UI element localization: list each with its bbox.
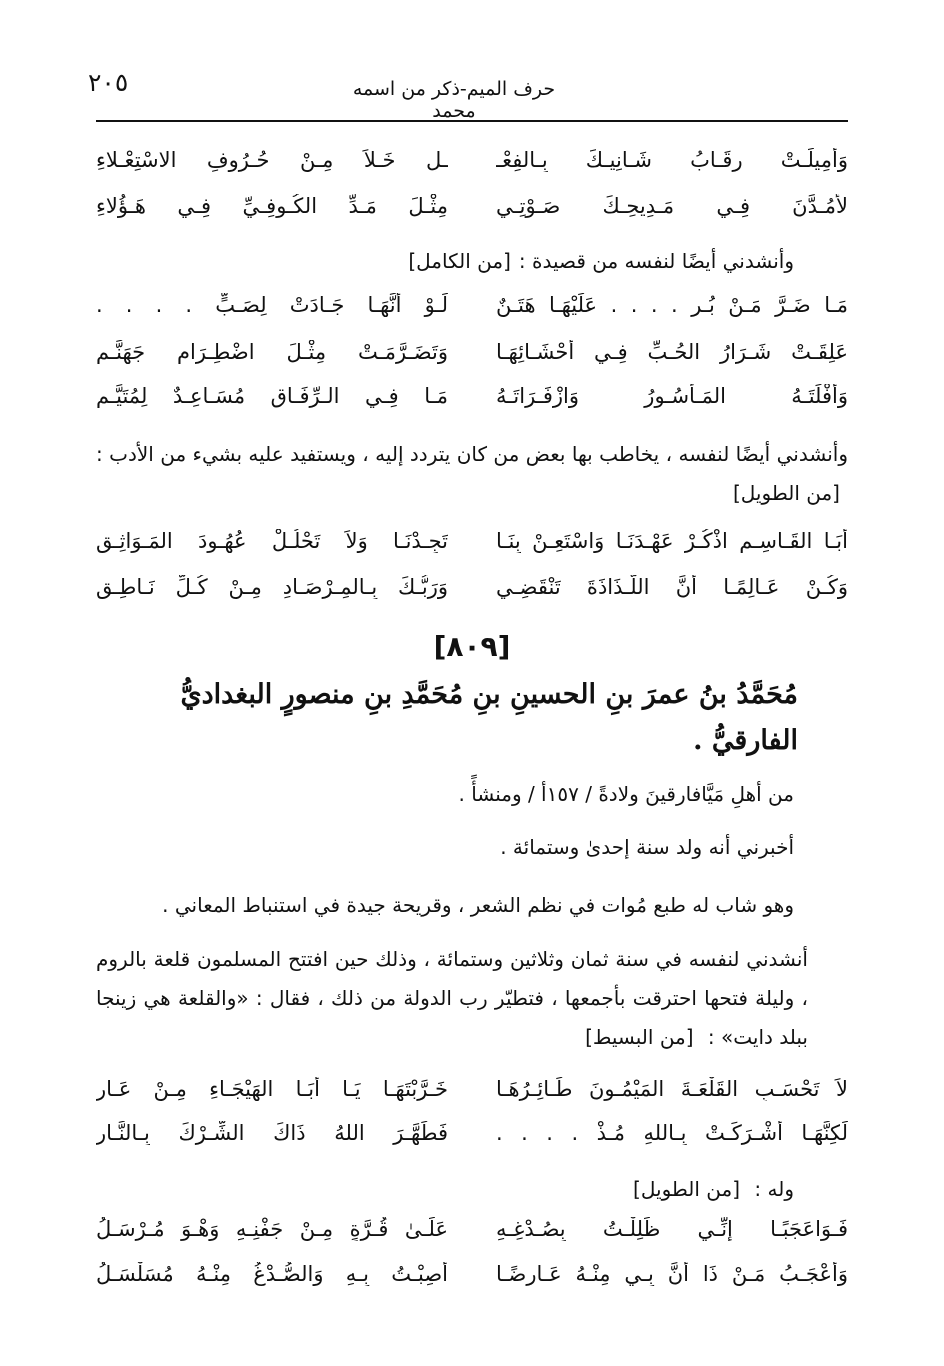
- paragraph-occasion: [96, 940, 848, 1057]
- hemistich-right: وَكُـنْ عَـالِمًـا أَنَّ اللَّـذَاذَةَ تَنْقَضِـي: [496, 575, 848, 599]
- hemistich-left: خَـرَّبْتَهَـا يَـا أَبَـا الهَيْجَـاءِ مِـنْ عَـارِ: [96, 1077, 448, 1101]
- hemistich-right: وَأُمِيلَـتْ رِقَـابُ شَـانِيـكَ بِـالفِعْـ: [496, 148, 848, 172]
- entry-number: [٨٠٩]: [433, 630, 511, 663]
- meter-label: [من الطويل]: [732, 481, 840, 505]
- poem2-verse-2: [96, 331, 848, 373]
- intro-line-2: [408, 242, 794, 281]
- poem1-verse-1: [96, 139, 848, 181]
- hemistich-left: عَلَـىٰ قُـرَّةٍ مِـنْ جَفْنِـهِ وَهْـوَ مُـرْسَـلُ: [96, 1217, 448, 1241]
- running-title: حرف الميم-ذكر من اسمه محمد: [352, 78, 556, 122]
- hemistich-left: ـلِ خَـلاَ مِـنْ حُـرُوفِ الاسْتِعْـلاءِ: [96, 148, 448, 172]
- hemistich-left: مِثْـلَ مَـدِّ الكُـوفِـيِّ فِـي هَـؤُلاءِ: [96, 194, 448, 218]
- hemistich-right: وَأَفْلَتَـهُ المَـأْسُـورُ وَازْفَـرَاتَـهُ: [496, 384, 848, 408]
- intro-text: وله :: [754, 1177, 794, 1201]
- hemistich-right: لاَ تَحْسَـبِ القَلْعَـةَ المَيْمُـونَ طَـائِـرُهَـا: [496, 1077, 848, 1101]
- poem1-verse-2: [96, 185, 848, 227]
- hemistich-right: فَـوَاعَجَبًـا إِنِّـي ظَلِلْـتُ بِصُـدْغِـهِ: [496, 1217, 848, 1241]
- hemistich-left: وَرَبُّـكَ بِـالمِـرْصَـادِ مِـنْ كُـلِّ نَـاطِـقِ: [96, 575, 448, 599]
- hemistich-right: عَلِقَـتْ شَـرَارُ الحُـبِّ فِـي أَحْشَـائِهَـا: [496, 340, 848, 364]
- poem2-verse-1: [96, 284, 848, 326]
- hemistich-left: وَتَضَـرَّمَـتْ مِثْـلَ اضْطِـرَامِ جَهَنَّـمِ: [96, 340, 448, 364]
- hemistich-right: وَأَعْجَـبُ مَـنْ ذَا أَنَّ بِـي مِنْـهُ عَـارِضًـا: [496, 1262, 848, 1286]
- entry-title: مُحَمَّدُ بنُ عمرَ بنِ الحسينِ بنِ مُحَمَّدِ بنِ منصورٍ البغداديُّ الفارقيُّ .: [180, 679, 798, 756]
- intro-text: وأنشدني أيضًا لنفسه من قصيدة :: [518, 249, 794, 273]
- poem4-verse-1: [96, 1068, 848, 1110]
- hemistich-left: فَطَهَّـرَ اللهُ ذَاكَ الشِّـرْكَ بِـالنَّـارِ: [96, 1121, 448, 1145]
- paragraph-origin: من أهلِ مَيَّافارقينَ ولادةً / ١٥٧أ / ومنشأً .: [458, 782, 794, 806]
- meter-label: [من الطويل]: [633, 1177, 741, 1201]
- meter-label: [من الكامل]: [408, 249, 511, 273]
- intro-text: وأنشدني أيضًا لنفسه ، يخاطب بها بعض من كان يتردد إليه ، ويستفيد عليه بشيء من الأدب :: [96, 442, 848, 466]
- hemistich-right: لَكِنَّهَـا أَشْـرَكَـتْ بِـاللهِ مُـذْ . . . .: [496, 1121, 848, 1145]
- poem5-verse-2: [96, 1253, 848, 1295]
- paragraph-description: وهو شاب له طبع مُوات في نظم الشعر ، وقريحة جيدة في استنباط المعاني .: [162, 893, 794, 917]
- meter-label: [من البسيط]: [585, 1025, 694, 1049]
- page-header: [0, 0, 944, 120]
- hemistich-right: أَبَـا القَـاسِـمِ اذْكُـرْ عَهْـدَنَـا وَاسْتَعِـنْ بِنَـا: [496, 529, 848, 553]
- hemistich-left: تَجِـدْنَـا وَلاَ تَحْلُـلْ عُهُـودَ المَـوَاثِـقِ: [96, 529, 448, 553]
- paragraph-birth: أخبرني أنه ولد سنة إحدىٰ وستمائة .: [500, 835, 794, 859]
- paragraph-text: أنشدني لنفسه في سنة ثمان وثلاثين وستمائة ، وذلك حين افتتح المسلمون قلعة بالروم ، وليلة فتحها احترقت بأجمعها ، فتطيّر رب الدولة من ذلك ، فقال : «والقلعة هي زينجا ببلد دايت» :: [96, 947, 808, 1049]
- hemistich-right: لأَمُـدَّنَ فِـي مَـدِيحِـكَ صَـوْتِـي: [496, 194, 848, 218]
- hemistich-left: مَـا فِـي الـرِّفَـاقِ مُسَـاعِـدٌ لِمُتَيَّـمِ: [96, 384, 448, 408]
- poem4-verse-2: [96, 1112, 848, 1154]
- hemistich-right: مَـا ضَـرَّ مَـنْ بُـرٍ . . . . عَلَيْهَـا هَتَـنٌ: [496, 293, 848, 317]
- poem5-verse-1: [96, 1208, 848, 1250]
- hemistich-left: أُصِبْـتُ بِـهِ وَالصُّـدْغُ مِنْـهُ مُسَلْسَـلُ: [96, 1262, 448, 1286]
- intro-line-5: [633, 1170, 794, 1209]
- page-number: ٢٠٥: [88, 68, 129, 97]
- hemistich-left: لَـوْ أَنَّهَـا جَـادَتْ لِصَـبٍّ . . . .: [96, 293, 448, 317]
- poem3-verse-2: [96, 566, 848, 608]
- poem2-verse-3: [96, 375, 848, 417]
- poem3-verse-1: [96, 520, 848, 562]
- header-rule: [96, 120, 848, 122]
- intro-paragraph-3: [96, 435, 848, 513]
